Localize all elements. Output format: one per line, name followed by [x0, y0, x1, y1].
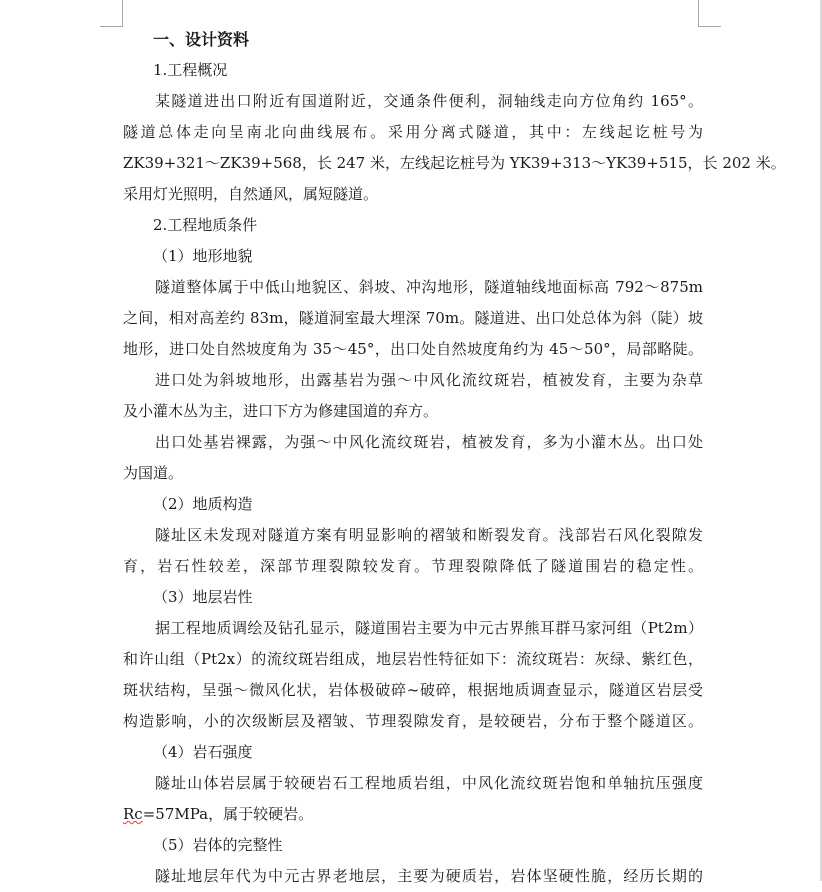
paragraph-line: 斑状结构，呈强～微风化状，岩体极破碎~破碎，根据地质调查显示，隧道区岩层受: [123, 681, 703, 699]
paragraph-line: ZK39+321～ZK39+568，长 247 米，左线起讫桩号为 YK39+313～YK39+515，长 202 米。: [123, 154, 786, 172]
paragraph-line: [123, 799, 703, 830]
document-body[interactable]: [123, 24, 786, 892]
paragraph-line: 及小灌木丛为主，进口下方为修建国道的弃方。: [123, 402, 439, 420]
subsection-title: （1）地形地貌: [153, 247, 253, 265]
paragraph-line: 进口处为斜坡地形，出露基岩为强～中风化流纹斑岩，植被发育，主要为杂草: [155, 371, 703, 389]
section-1-title: 1.工程概况: [153, 61, 228, 79]
paragraph-line: 采用灯光照明，自然通风，属短隧道。: [123, 185, 379, 203]
paragraph-line: 隧址山体岩层属于较硬岩石工程地质岩组，中风化流纹斑岩饱和单轴抗压强度: [155, 774, 703, 792]
crop-mark-top-right: [698, 0, 721, 27]
section-2-title: 2.工程地质条件: [153, 216, 258, 234]
paragraph-line: 隧道整体属于中低山地貌区、斜坡、冲沟地形，隧道轴线地面标高 792～875m: [155, 278, 703, 296]
paragraph-line: 据工程地质调绘及钻孔显示，隧道围岩主要为中元古界熊耳群马家河组（Pt2m）: [155, 619, 703, 637]
subsection-title: （4）岩石强度: [153, 743, 253, 761]
paragraph-line: 构造影响，小的次级断层及褶皱、节理裂隙发育，是较硬岩，分布于整个隧道区。: [123, 712, 703, 730]
crop-mark-top-left: [100, 0, 123, 27]
paragraph-line: 地形，进口处自然坡度角为 35～45°，出口处自然坡度角约为 45～50°，局部略陡。: [123, 340, 703, 358]
paragraph-line: 隧址区未发现对隧道方案有明显影响的褶皱和断裂发育。浅部岩石风化裂隙发: [155, 526, 703, 544]
paragraph-line: 某隧道进出口附近有国道附近，交通条件便利，洞轴线走向方位角约 165°。: [155, 92, 703, 110]
subsection-title: （3）地层岩性: [153, 588, 253, 606]
paragraph-line: 之间，相对高差约 83m，隧道洞室最大埋深 70m。隧道进、出口处总体为斜（陡）坡: [123, 309, 703, 327]
paragraph-line: 隧道总体走向呈南北向曲线展布。采用分离式隧道，其中：左线起讫桩号为: [123, 123, 703, 141]
paragraph-line: 和许山组（Pt2x）的流纹斑岩组成，地层岩性特征如下：流纹斑岩：灰绿、紫红色，: [123, 650, 703, 668]
paragraph-text: =57MPa，属于较硬岩。: [142, 805, 314, 823]
paragraph-line: 出口处基岩裸露，为强～中风化流纹斑岩，植被发育，多为小灌木丛。出口处: [155, 433, 703, 451]
section-heading: 一、设计资料: [153, 30, 250, 49]
paragraph-line: 育，岩石性较差，深部节理裂隙较发育。节理裂隙降低了隧道围岩的稳定性。: [123, 557, 703, 575]
subsection-title: （2）地质构造: [153, 495, 253, 513]
spellcheck-underline: Rc: [123, 805, 143, 823]
paragraph-line: 隧址地层年代为中元古界老地层，主要为硬质岩，岩体坚硬性脆，经历长期的: [155, 867, 703, 885]
subsection-title: （5）岩体的完整性: [153, 836, 283, 854]
paragraph-line: 为国道。: [123, 464, 184, 482]
